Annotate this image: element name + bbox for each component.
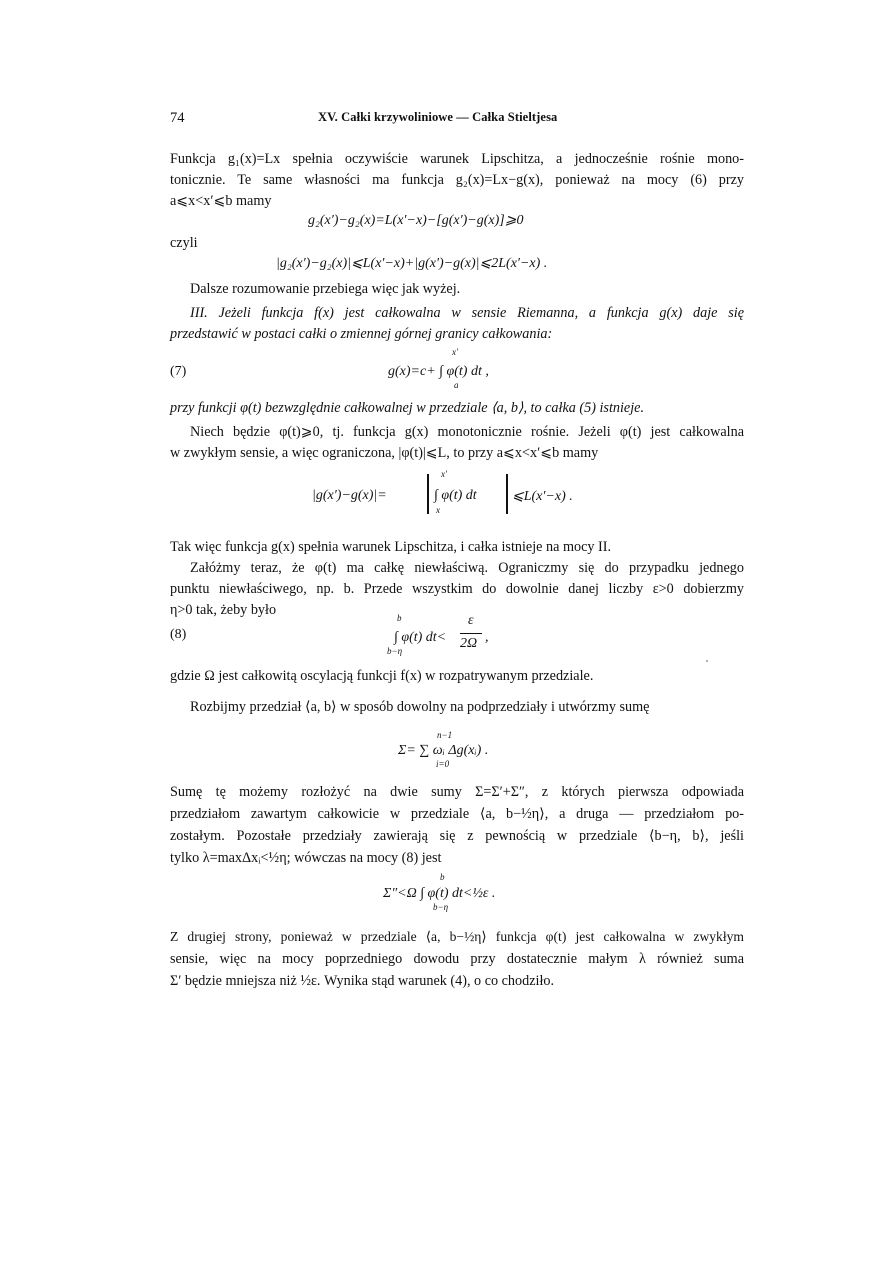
integral-upper-limit: b: [440, 872, 445, 882]
text-line: a⩽x<x′⩽b mamy: [170, 193, 272, 209]
theorem-line: przedstawić w postaci całki o zmiennej górnej granicy całkowania:: [170, 326, 553, 342]
text-line: Funkcja g₁(x)=Lx spełnia oczywiście warunek Lipschitza, a jednocześnie rośnie mono-: [170, 151, 744, 167]
text-line: gdzie Ω jest całkowitą oscylacją funkcji f(x) w rozpatrywanym przedziale.: [170, 668, 594, 684]
text-line: przedziałom zawartym całkowicie w przedziale ⟨a, b−½η⟩, a druga — przedziałom po-: [170, 806, 744, 822]
text-line: tylko λ=maxΔxᵢ<½η; wówczas na mocy (8) jest: [170, 850, 442, 866]
comma: ,: [485, 630, 489, 645]
equation: Σ″<Ω ∫ φ(t) dt<½ε .: [383, 886, 496, 901]
equation: g(x)=c+ ∫ φ(t) dt ,: [388, 364, 489, 379]
fraction-bar: [460, 633, 482, 634]
equation: |g₂(x′)−g₂(x)|⩽L(x′−x)+|g(x′)−g(x)|⩽2L(x′−x) .: [276, 256, 548, 271]
text-line: Z drugiej strony, ponieważ w przedziale ⟨a, b−½η⟩ funkcja φ(t) jest całkowalna w zwykłym: [170, 929, 744, 944]
text-line: Dalsze rozumowanie przebiega więc jak wyżej.: [190, 281, 461, 297]
equation: g₂(x′)−g₂(x)=L(x′−x)−[g(x′)−g(x)]⩾0: [308, 213, 524, 228]
fraction-numerator: ε: [468, 613, 474, 628]
integral-lower-limit: a: [454, 380, 459, 390]
text-line: Rozbijmy przedział ⟨a, b⟩ w sposób dowolny na podprzedziały i utwórzmy sumę: [190, 699, 650, 715]
integral-upper-limit: b: [397, 613, 402, 623]
text-line: punktu niewłaściwego, np. b. Przede wszystkim do dowolnie danej liczby ε>0 dobierzmy: [170, 581, 744, 597]
text-line: Niech będzie φ(t)⩾0, tj. funkcja g(x) monotonicznie rośnie. Jeżeli φ(t) jest całkowalna: [190, 424, 744, 440]
text-line: zostałym. Pozostałe przedziały zawierają się z pewnością w przedziale ⟨b−η, b⟩, jeśli: [170, 828, 744, 844]
equation-integral: ∫ φ(t) dt: [434, 488, 477, 503]
theorem-line: przy funkcji φ(t) bezwzględnie całkowalnej w przedziale ⟨a, b⟩, to całka (5) istnieje.: [170, 400, 645, 416]
sum-upper-limit: n−1: [437, 730, 453, 740]
text-line: Sumę tę możemy rozłożyć na dwie sumy Σ=Σ′+Σ″, z których pierwsza odpowiada: [170, 784, 744, 800]
equation: Σ= ∑ ωᵢ Δg(xᵢ) .: [398, 743, 489, 758]
page-number: 74: [170, 110, 185, 126]
equation: ∫ φ(t) dt<: [394, 630, 447, 645]
fraction-denominator: 2Ω: [460, 636, 478, 651]
text-line: sensie, więc na mocy poprzedniego dowodu przy dostatecznie małym λ również suma: [170, 951, 744, 967]
abs-bar-right: [506, 474, 508, 514]
equation-label: (8): [170, 627, 187, 642]
integral-upper-limit: x′: [452, 347, 458, 357]
text-line: w zwykłym sensie, a więc ograniczona, |φ(t)|⩽L, to przy a⩽x<x′⩽b mamy: [170, 445, 599, 461]
text-line: Tak więc funkcja g(x) spełnia warunek Lipschitza, i całka istnieje na mocy II.: [170, 539, 612, 555]
integral-lower-limit: b−η: [433, 902, 449, 912]
sum-lower-limit: i=0: [436, 759, 450, 769]
text-line: η>0 tak, żeby było: [170, 602, 277, 618]
equation-left: |g(x′)−g(x)|=: [312, 488, 387, 503]
integral-lower-limit: x: [436, 505, 440, 515]
speck: [706, 660, 708, 662]
equation-right: ⩽L(x′−x) .: [512, 489, 573, 504]
text-line: czyli: [170, 235, 198, 251]
text-line: tonicznie. Te same własności ma funkcja g₂(x)=Lx−g(x), ponieważ na mocy (6) przy: [170, 172, 744, 188]
text-line: Σ′ będzie mniejsza niż ½ε. Wynika stąd warunek (4), o co chodziło.: [170, 973, 555, 989]
integral-lower-limit: b−η: [387, 646, 403, 656]
abs-bar-left: [427, 474, 429, 514]
running-title: XV. Całki krzywoliniowe — Całka Stieltjesa: [318, 110, 558, 124]
text-line: Załóżmy teraz, że φ(t) ma całkę niewłaściwą. Ograniczmy się do przypadku jednego: [190, 560, 744, 576]
integral-upper-limit: x′: [441, 469, 447, 479]
theorem-line: III. Jeżeli funkcja f(x) jest całkowalna w sensie Riemanna, a funkcja g(x) daje się: [190, 305, 744, 321]
equation-label: (7): [170, 364, 187, 379]
